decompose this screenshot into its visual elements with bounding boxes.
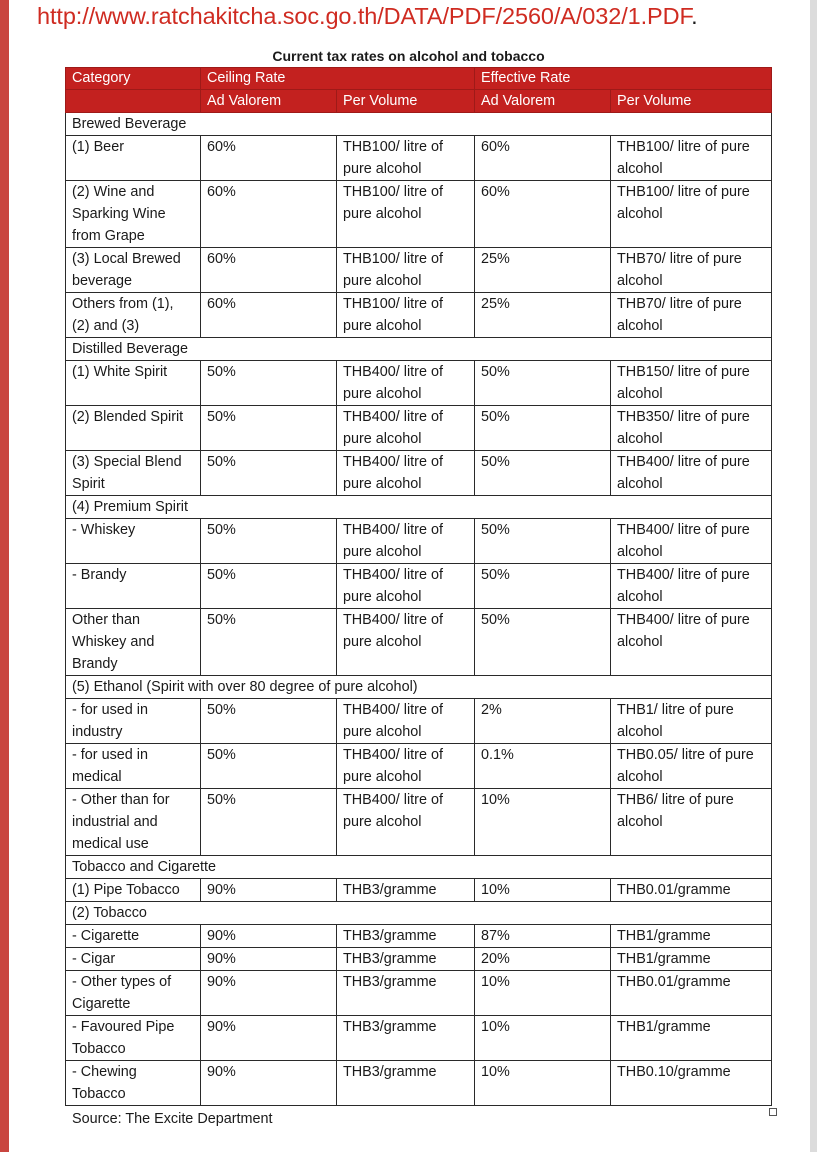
cell-category: - Other than for industrial and medical use	[66, 789, 201, 856]
section-row	[66, 113, 772, 136]
cell-effective-per-volume: THB1/gramme	[611, 925, 772, 948]
cell-ceiling-per-volume: THB400/ litre of pure alcohol	[337, 744, 475, 789]
table-row	[66, 361, 772, 406]
cell-effective-ad-valorem: 10%	[475, 1061, 611, 1106]
section-row	[66, 856, 772, 879]
table-title: Current tax rates on alcohol and tobacco	[272, 48, 545, 64]
cell-ceiling-per-volume: THB400/ litre of pure alcohol	[337, 564, 475, 609]
cell-effective-per-volume: THB400/ litre of pure alcohol	[611, 451, 772, 496]
cell-effective-ad-valorem: 50%	[475, 406, 611, 451]
cell-ceiling-ad-valorem: 50%	[201, 564, 337, 609]
table-resize-handle	[769, 1108, 777, 1116]
cell-ceiling-per-volume: THB3/gramme	[337, 1016, 475, 1061]
cell-category: - Brandy	[66, 564, 201, 609]
cell-effective-ad-valorem: 50%	[475, 564, 611, 609]
cell-effective-per-volume: THB100/ litre of pure alcohol	[611, 181, 772, 248]
header-ceiling-rate: Ceiling Rate	[201, 68, 475, 90]
cell-category: - Whiskey	[66, 519, 201, 564]
table-row	[66, 248, 772, 293]
table-row	[66, 609, 772, 676]
table-row	[66, 971, 772, 1016]
table-row	[66, 948, 772, 971]
cell-category: - Favoured Pipe Tobacco	[66, 1016, 201, 1061]
table-row	[66, 1016, 772, 1061]
section-label: (2) Tobacco	[66, 902, 772, 925]
cell-ceiling-ad-valorem: 90%	[201, 1061, 337, 1106]
cell-ceiling-per-volume: THB100/ litre of pure alcohol	[337, 293, 475, 338]
cell-ceiling-ad-valorem: 50%	[201, 451, 337, 496]
header-row-1	[66, 68, 772, 90]
cell-effective-ad-valorem: 60%	[475, 136, 611, 181]
table-row	[66, 519, 772, 564]
cell-ceiling-ad-valorem: 90%	[201, 971, 337, 1016]
section-label: Distilled Beverage	[66, 338, 772, 361]
header-ceiling-ad-valorem: Ad Valorem	[201, 90, 337, 113]
section-label: (4) Premium Spirit	[66, 496, 772, 519]
cell-ceiling-ad-valorem: 50%	[201, 744, 337, 789]
cell-effective-per-volume: THB100/ litre of pure alcohol	[611, 136, 772, 181]
cell-effective-per-volume: THB6/ litre of pure alcohol	[611, 789, 772, 856]
cell-effective-ad-valorem: 87%	[475, 925, 611, 948]
table-row	[66, 1061, 772, 1106]
header-effective-per-volume: Per Volume	[611, 90, 772, 113]
table-row	[66, 564, 772, 609]
cell-effective-per-volume: THB1/gramme	[611, 1016, 772, 1061]
cell-effective-ad-valorem: 50%	[475, 609, 611, 676]
section-label: (5) Ethanol (Spirit with over 80 degree of pure alcohol)	[66, 676, 772, 699]
table-row	[66, 293, 772, 338]
cell-effective-per-volume: THB0.10/gramme	[611, 1061, 772, 1106]
header-category: Category	[66, 68, 201, 90]
cell-ceiling-ad-valorem: 50%	[201, 789, 337, 856]
section-row	[66, 338, 772, 361]
cell-category: - Cigarette	[66, 925, 201, 948]
cell-ceiling-per-volume: THB3/gramme	[337, 971, 475, 1016]
cell-ceiling-ad-valorem: 50%	[201, 519, 337, 564]
cell-ceiling-per-volume: THB100/ litre of pure alcohol	[337, 181, 475, 248]
header-row-2	[66, 90, 772, 113]
cell-category: (2) Blended Spirit	[66, 406, 201, 451]
cell-ceiling-per-volume: THB3/gramme	[337, 948, 475, 971]
cell-ceiling-per-volume: THB100/ litre of pure alcohol	[337, 248, 475, 293]
cell-ceiling-ad-valorem: 60%	[201, 293, 337, 338]
cell-ceiling-ad-valorem: 90%	[201, 925, 337, 948]
cell-ceiling-per-volume: THB3/gramme	[337, 879, 475, 902]
cell-ceiling-ad-valorem: 90%	[201, 948, 337, 971]
table-row	[66, 699, 772, 744]
cell-effective-ad-valorem: 10%	[475, 971, 611, 1016]
cell-effective-ad-valorem: 50%	[475, 451, 611, 496]
section-label: Brewed Beverage	[66, 113, 772, 136]
table-row	[66, 181, 772, 248]
cell-category: Other than Whiskey and Brandy	[66, 609, 201, 676]
cell-effective-per-volume: THB400/ litre of pure alcohol	[611, 519, 772, 564]
section-row	[66, 676, 772, 699]
cell-ceiling-ad-valorem: 50%	[201, 361, 337, 406]
cell-category: - Cigar	[66, 948, 201, 971]
cell-ceiling-ad-valorem: 50%	[201, 406, 337, 451]
cell-ceiling-ad-valorem: 60%	[201, 136, 337, 181]
cell-category: (1) Beer	[66, 136, 201, 181]
source-note: Source: The Excite Department	[72, 1111, 273, 1127]
cell-effective-ad-valorem: 25%	[475, 248, 611, 293]
header-ceiling-per-volume: Per Volume	[337, 90, 475, 113]
cell-effective-ad-valorem: 2%	[475, 699, 611, 744]
cell-ceiling-per-volume: THB400/ litre of pure alcohol	[337, 609, 475, 676]
cell-effective-ad-valorem: 10%	[475, 789, 611, 856]
cell-category: - Other types of Cigarette	[66, 971, 201, 1016]
source-url-line	[37, 3, 698, 30]
cell-ceiling-per-volume: THB3/gramme	[337, 925, 475, 948]
table-row	[66, 879, 772, 902]
left-accent-bar	[0, 0, 9, 1152]
section-row	[66, 496, 772, 519]
cell-ceiling-ad-valorem: 50%	[201, 609, 337, 676]
table-row	[66, 925, 772, 948]
cell-category: (1) White Spirit	[66, 361, 201, 406]
cell-effective-per-volume: THB350/ litre of pure alcohol	[611, 406, 772, 451]
cell-effective-ad-valorem: 0.1%	[475, 744, 611, 789]
cell-effective-ad-valorem: 50%	[475, 519, 611, 564]
cell-category: - for used in industry	[66, 699, 201, 744]
cell-effective-ad-valorem: 20%	[475, 948, 611, 971]
cell-effective-ad-valorem: 10%	[475, 879, 611, 902]
cell-effective-per-volume: THB1/gramme	[611, 948, 772, 971]
cell-ceiling-per-volume: THB400/ litre of pure alcohol	[337, 699, 475, 744]
cell-ceiling-per-volume: THB400/ litre of pure alcohol	[337, 789, 475, 856]
section-row	[66, 902, 772, 925]
cell-effective-per-volume: THB0.01/gramme	[611, 879, 772, 902]
cell-category: Others from (1), (2) and (3)	[66, 293, 201, 338]
cell-effective-per-volume: THB70/ litre of pure alcohol	[611, 293, 772, 338]
cell-effective-per-volume: THB400/ litre of pure alcohol	[611, 564, 772, 609]
cell-effective-per-volume: THB70/ litre of pure alcohol	[611, 248, 772, 293]
cell-category: (2) Wine and Sparking Wine from Grape	[66, 181, 201, 248]
cell-effective-ad-valorem: 50%	[475, 361, 611, 406]
header-effective-ad-valorem: Ad Valorem	[475, 90, 611, 113]
table-row	[66, 136, 772, 181]
cell-ceiling-per-volume: THB400/ litre of pure alcohol	[337, 451, 475, 496]
cell-ceiling-per-volume: THB3/gramme	[337, 1061, 475, 1106]
cell-category: - for used in medical	[66, 744, 201, 789]
cell-effective-per-volume: THB150/ litre of pure alcohol	[611, 361, 772, 406]
cell-category: (3) Local Brewed beverage	[66, 248, 201, 293]
cell-category: - Chewing Tobacco	[66, 1061, 201, 1106]
cell-ceiling-ad-valorem: 50%	[201, 699, 337, 744]
header-effective-rate: Effective Rate	[475, 68, 772, 90]
right-scroll-track	[810, 0, 817, 1152]
cell-ceiling-ad-valorem: 60%	[201, 181, 337, 248]
cell-effective-ad-valorem: 10%	[475, 1016, 611, 1061]
cell-effective-per-volume: THB400/ litre of pure alcohol	[611, 609, 772, 676]
cell-effective-per-volume: THB0.05/ litre of pure alcohol	[611, 744, 772, 789]
table-row	[66, 406, 772, 451]
cell-effective-per-volume: THB1/ litre of pure alcohol	[611, 699, 772, 744]
cell-ceiling-per-volume: THB100/ litre of pure alcohol	[337, 136, 475, 181]
cell-ceiling-ad-valorem: 90%	[201, 1016, 337, 1061]
section-label: Tobacco and Cigarette	[66, 856, 772, 879]
cell-ceiling-ad-valorem: 90%	[201, 879, 337, 902]
cell-ceiling-per-volume: THB400/ litre of pure alcohol	[337, 361, 475, 406]
table-row	[66, 451, 772, 496]
cell-ceiling-per-volume: THB400/ litre of pure alcohol	[337, 406, 475, 451]
cell-category: (1) Pipe Tobacco	[66, 879, 201, 902]
cell-category: (3) Special Blend Spirit	[66, 451, 201, 496]
cell-effective-ad-valorem: 25%	[475, 293, 611, 338]
tax-rate-table	[65, 67, 772, 1106]
cell-effective-per-volume: THB0.01/gramme	[611, 971, 772, 1016]
table-row	[66, 744, 772, 789]
cell-effective-ad-valorem: 60%	[475, 181, 611, 248]
table-row	[66, 789, 772, 856]
header-category-blank	[66, 90, 201, 113]
cell-ceiling-ad-valorem: 60%	[201, 248, 337, 293]
cell-ceiling-per-volume: THB400/ litre of pure alcohol	[337, 519, 475, 564]
url-trailing-period: .	[691, 3, 698, 29]
source-url-link[interactable]: http://www.ratchakitcha.soc.go.th/DATA/PDF/2560/A/032/1.PDF	[37, 3, 692, 29]
